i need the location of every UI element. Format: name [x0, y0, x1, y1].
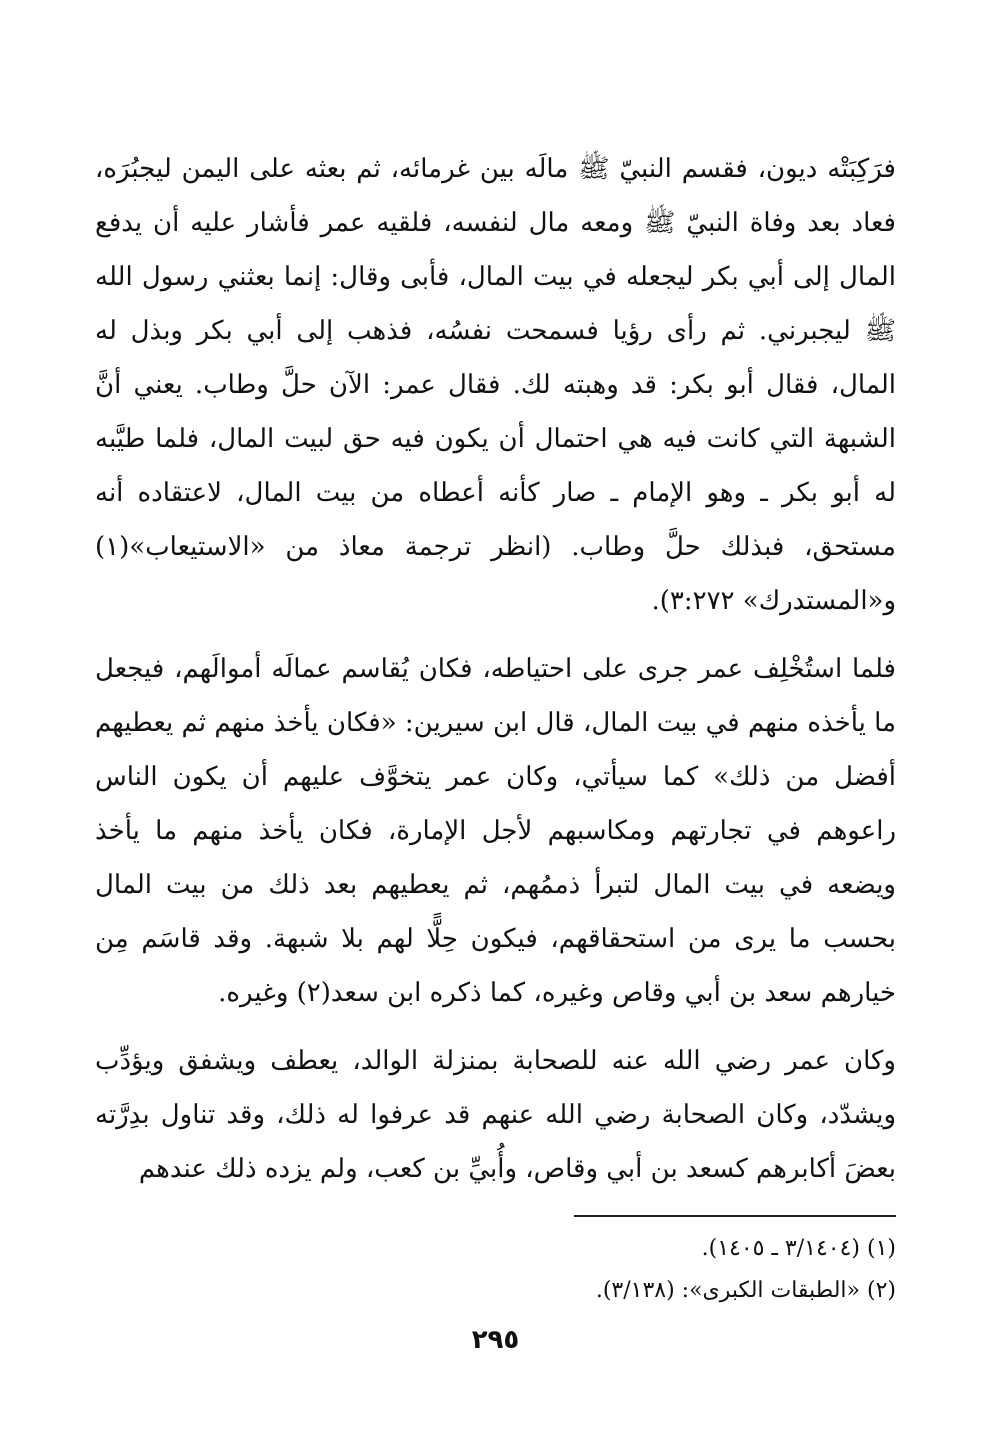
paragraph-3: وكان عمر رضي الله عنه للصحابة بمنزلة الوالد، يعطف ويشفق ويؤدِّب ويشدّد، وكان الصحابة رضي الله عنهم قد عرفوا له ذلك، وقد تناول بدِرَّته بعضَ أكابرهم كسعد بن أبي وقاص، وأُبيِّ بن كعب، ولم يزده ذلك عندهم: [95, 1046, 896, 1184]
main-text: [95, 142, 896, 1196]
footnote-2: (٢) «الطبقات الكبرى»: (٣/١٣٨).: [595, 1278, 896, 1303]
paragraph-2: فلما استُخْلِف عمر جرى على احتياطه، فكان يُقاسم عمالَه أموالَهم، فيجعل ما يأخذه منهم في بيت المال، قال ابن سيرين: «فكان يأخذ منهم ثم يعطيهم أفضل من ذلك» كما سيأتي، وكان عمر يتخوَّف عليهم أن يكون الناس راعوهم في تجارتهم ومكاسبهم لأجل الإمارة، فكان يأخذ منهم ما يأخذ ويضعه في بيت المال لتبرأ ذممُهم، ثم يعطيهم بعد ذلك من بيت المال بحسب ما يرى من استحقاقهم، فيكون حِلًّا لهم بلا شبهة. وقد قاسَم مِن خيارهم سعد بن أبي وقاص وغيره، كما ذكره ابن سعد(٢) وغيره.: [95, 654, 896, 1008]
page-number: ٢٩٥: [471, 1325, 520, 1355]
footnote-1: (١) (٣/١٤٠٤ ـ ١٤٠٥).: [701, 1236, 896, 1261]
paragraph-1: فرَكِبَتْه ديون، فقسم النبيّ ﷺ مالَه بين غرمائه، ثم بعثه على اليمن ليجبُرَه، فعاد بعد وفاة النبيّ ﷺ ومعه مال لنفسه، فلقيه عمر فأشار عليه أن يدفع المال إلى أبي بكر ليجعله في بيت المال، فأبى وقال: إنما بعثني رسول الله ﷺ ليجبرني. ثم رأى رؤيا فسمحت نفسُه، فذهب إلى أبي بكر وبذل له المال، فقال أبو بكر: قد وهبته لك. فقال عمر: الآن حلَّ وطاب. يعني أنَّ الشبهة التي كانت فيه هي احتمال أن يكون فيه حق لبيت المال، فلما طيَّبه له أبو بكر ـ وهو الإمام ـ صار كأنه أعطاه من بيت المال، لاعتقاده أنه مستحق، فبذلك حلَّ وطاب. (انظر ترجمة معاذ من «الاستيعاب»(١) و«المستدرك» ٣:٢٧٢).: [95, 154, 896, 616]
footnote-divider: [574, 1215, 896, 1217]
footnotes: [95, 1228, 896, 1312]
